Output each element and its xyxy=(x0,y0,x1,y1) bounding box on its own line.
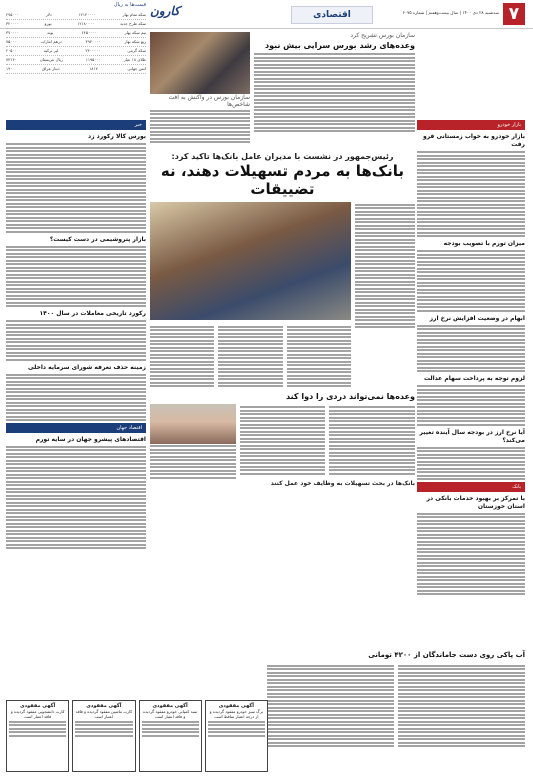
newspaper-logo: کارون xyxy=(150,4,180,18)
dateline: سه‌شنبه ۲۸ دی ۱۴۰۰ | سال بیست‌وهفتم | شماره ۶۰۷۵ xyxy=(402,10,499,15)
story-title: زمینه حذف تعرفه شورای سرمایه داخلی xyxy=(28,363,146,371)
currency-row: طلای ۱۸ عیار ۱۱۹۵۰۰۰ ریال عربستان ۷۳۱۴۰ xyxy=(6,56,146,65)
story-title: با تمرکز بر بهبود خدمات بانکی در استان خوزستان xyxy=(426,494,525,510)
story-body xyxy=(417,250,525,312)
story-body xyxy=(355,204,415,329)
currency-row: سکه گرمی ۲۴۰۰۰۰۰ لیر ترکیه ۲۰۵۰۰ xyxy=(6,47,146,56)
lead-headline: بانک‌ها به مردم تسهیلات دهند، نه تضییقات xyxy=(160,162,405,198)
stock-market-photo xyxy=(150,32,250,94)
story-title: بازار خودرو به خواب زمستانی فرو رفت xyxy=(422,133,525,148)
story-title: آب پاکی روی دست جاماندگان از ۴۲۰۰ تومانی xyxy=(368,651,525,659)
story-body xyxy=(150,324,214,389)
ad-box xyxy=(205,700,268,772)
section-label: اقتصادی xyxy=(291,6,373,24)
subheadline: وعده‌ها نمی‌تواند دردی را دوا کند xyxy=(286,391,415,401)
story-body xyxy=(150,110,250,144)
kicker: سازمان بورس تشریح کرد xyxy=(350,32,415,39)
portrait-photo xyxy=(150,404,236,444)
currency-row: سکه طرح جدید ۱۲۱۸۰۰۰۰ یورو ۳۲۰۰۰۰ xyxy=(6,20,146,29)
photo-caption: سازمان بورس در واکنش به افت شاخص‌ها xyxy=(168,94,250,108)
story-title: اقتصادهای پیشرو جهان در سایه تورم xyxy=(35,435,146,443)
currency-title: قیمت‌ها به ریال xyxy=(113,2,146,8)
currency-row: سکه تمام بهار ۱۲۱۴۰۰۰۰ دلار ۲۷۵۰۰۰ xyxy=(6,11,146,20)
story-title: بازار پتروشیمی در دست کیست؟ xyxy=(49,235,146,243)
story-body xyxy=(398,663,525,749)
currency-row: نیم سکه بهار ۶۴۵۰۰۰۰ پوند ۳۷۰۰۰۰ xyxy=(6,29,146,38)
section-bar: بانک xyxy=(417,482,525,492)
main-column xyxy=(150,30,415,772)
story-body xyxy=(6,446,146,550)
ad-box xyxy=(72,700,135,772)
subheadline: بانک‌ها در بحث تسهیلات به وظایف خود عمل کنند xyxy=(270,480,415,487)
story-body xyxy=(287,324,351,389)
story-title: بورس کالا رکورد زد xyxy=(88,133,146,140)
currency-row: ربع سکه بهار ۳۹۴۰۰۰۰ درهم امارات ۷۵۰۰۰ xyxy=(6,38,146,47)
story-body xyxy=(417,447,525,481)
ad-title: آگهی مفقودی xyxy=(19,703,56,709)
page-number: ۷ xyxy=(503,3,525,25)
ad-text: کارت دانشجویی مفقود گردیده و فاقد اعتبار است xyxy=(10,709,65,719)
currency-row: انس جهانی ۱۸۱۷ دینار عراق ۱۹۰ xyxy=(6,65,146,74)
story-body xyxy=(6,320,146,361)
story-title: ابهام در وضعیت افزایش نرخ ارز xyxy=(429,314,525,322)
story-title: آیا نرخ ارز در بودجه سال آینده تغییر می‌کند؟ xyxy=(419,428,525,444)
ad-text: برگ سبز خودرو مفقود گردیده و از درجه اعتبار ساقط است xyxy=(209,709,264,719)
story-title: رکورد تاریخی معاملات در سال ۱۴۰۰ xyxy=(39,310,146,317)
story-title: لزوم توجه به پرداخت سهام عدالت xyxy=(424,375,525,382)
story-title: میزان تورم با تصویب بودجه xyxy=(443,240,525,247)
story-body xyxy=(6,143,146,233)
story-body xyxy=(417,385,525,426)
story-body xyxy=(218,324,282,389)
story-body xyxy=(240,405,326,480)
ad-text: کارت ماشین مفقود گردیده و فاقد اعتبار است xyxy=(75,709,133,719)
story-body xyxy=(150,445,236,479)
story-body xyxy=(417,151,525,237)
section-bar: اقتصاد جهان xyxy=(6,423,146,433)
section-bar: خبر xyxy=(6,120,146,130)
story-body xyxy=(329,405,415,480)
left-column xyxy=(6,32,146,686)
ad-title: آگهی مفقودی xyxy=(86,703,122,709)
ad-box xyxy=(139,700,202,772)
ad-title: آگهی مفقودی xyxy=(218,703,255,709)
story-body xyxy=(417,513,525,596)
story-body xyxy=(6,246,146,308)
story-body xyxy=(6,374,146,422)
story-body xyxy=(254,53,415,132)
classified-ads xyxy=(6,700,268,772)
ad-box xyxy=(6,700,69,772)
ad-title: آگهی مفقودی xyxy=(152,703,188,709)
section-bar: بازار خودرو xyxy=(417,120,525,130)
story-body xyxy=(417,325,525,373)
meeting-photo xyxy=(150,202,351,320)
lead-kicker: رئیس‌جمهور در نشست با مدیران عامل بانک‌ها تاکید کرد: xyxy=(171,152,394,161)
top-headline: وعده‌های رشد بورس سرایی بیش نبود xyxy=(265,41,415,50)
ad-text: سند کمپانی خودرو مفقود گردیده و فاقد اعتبار است xyxy=(142,709,198,719)
